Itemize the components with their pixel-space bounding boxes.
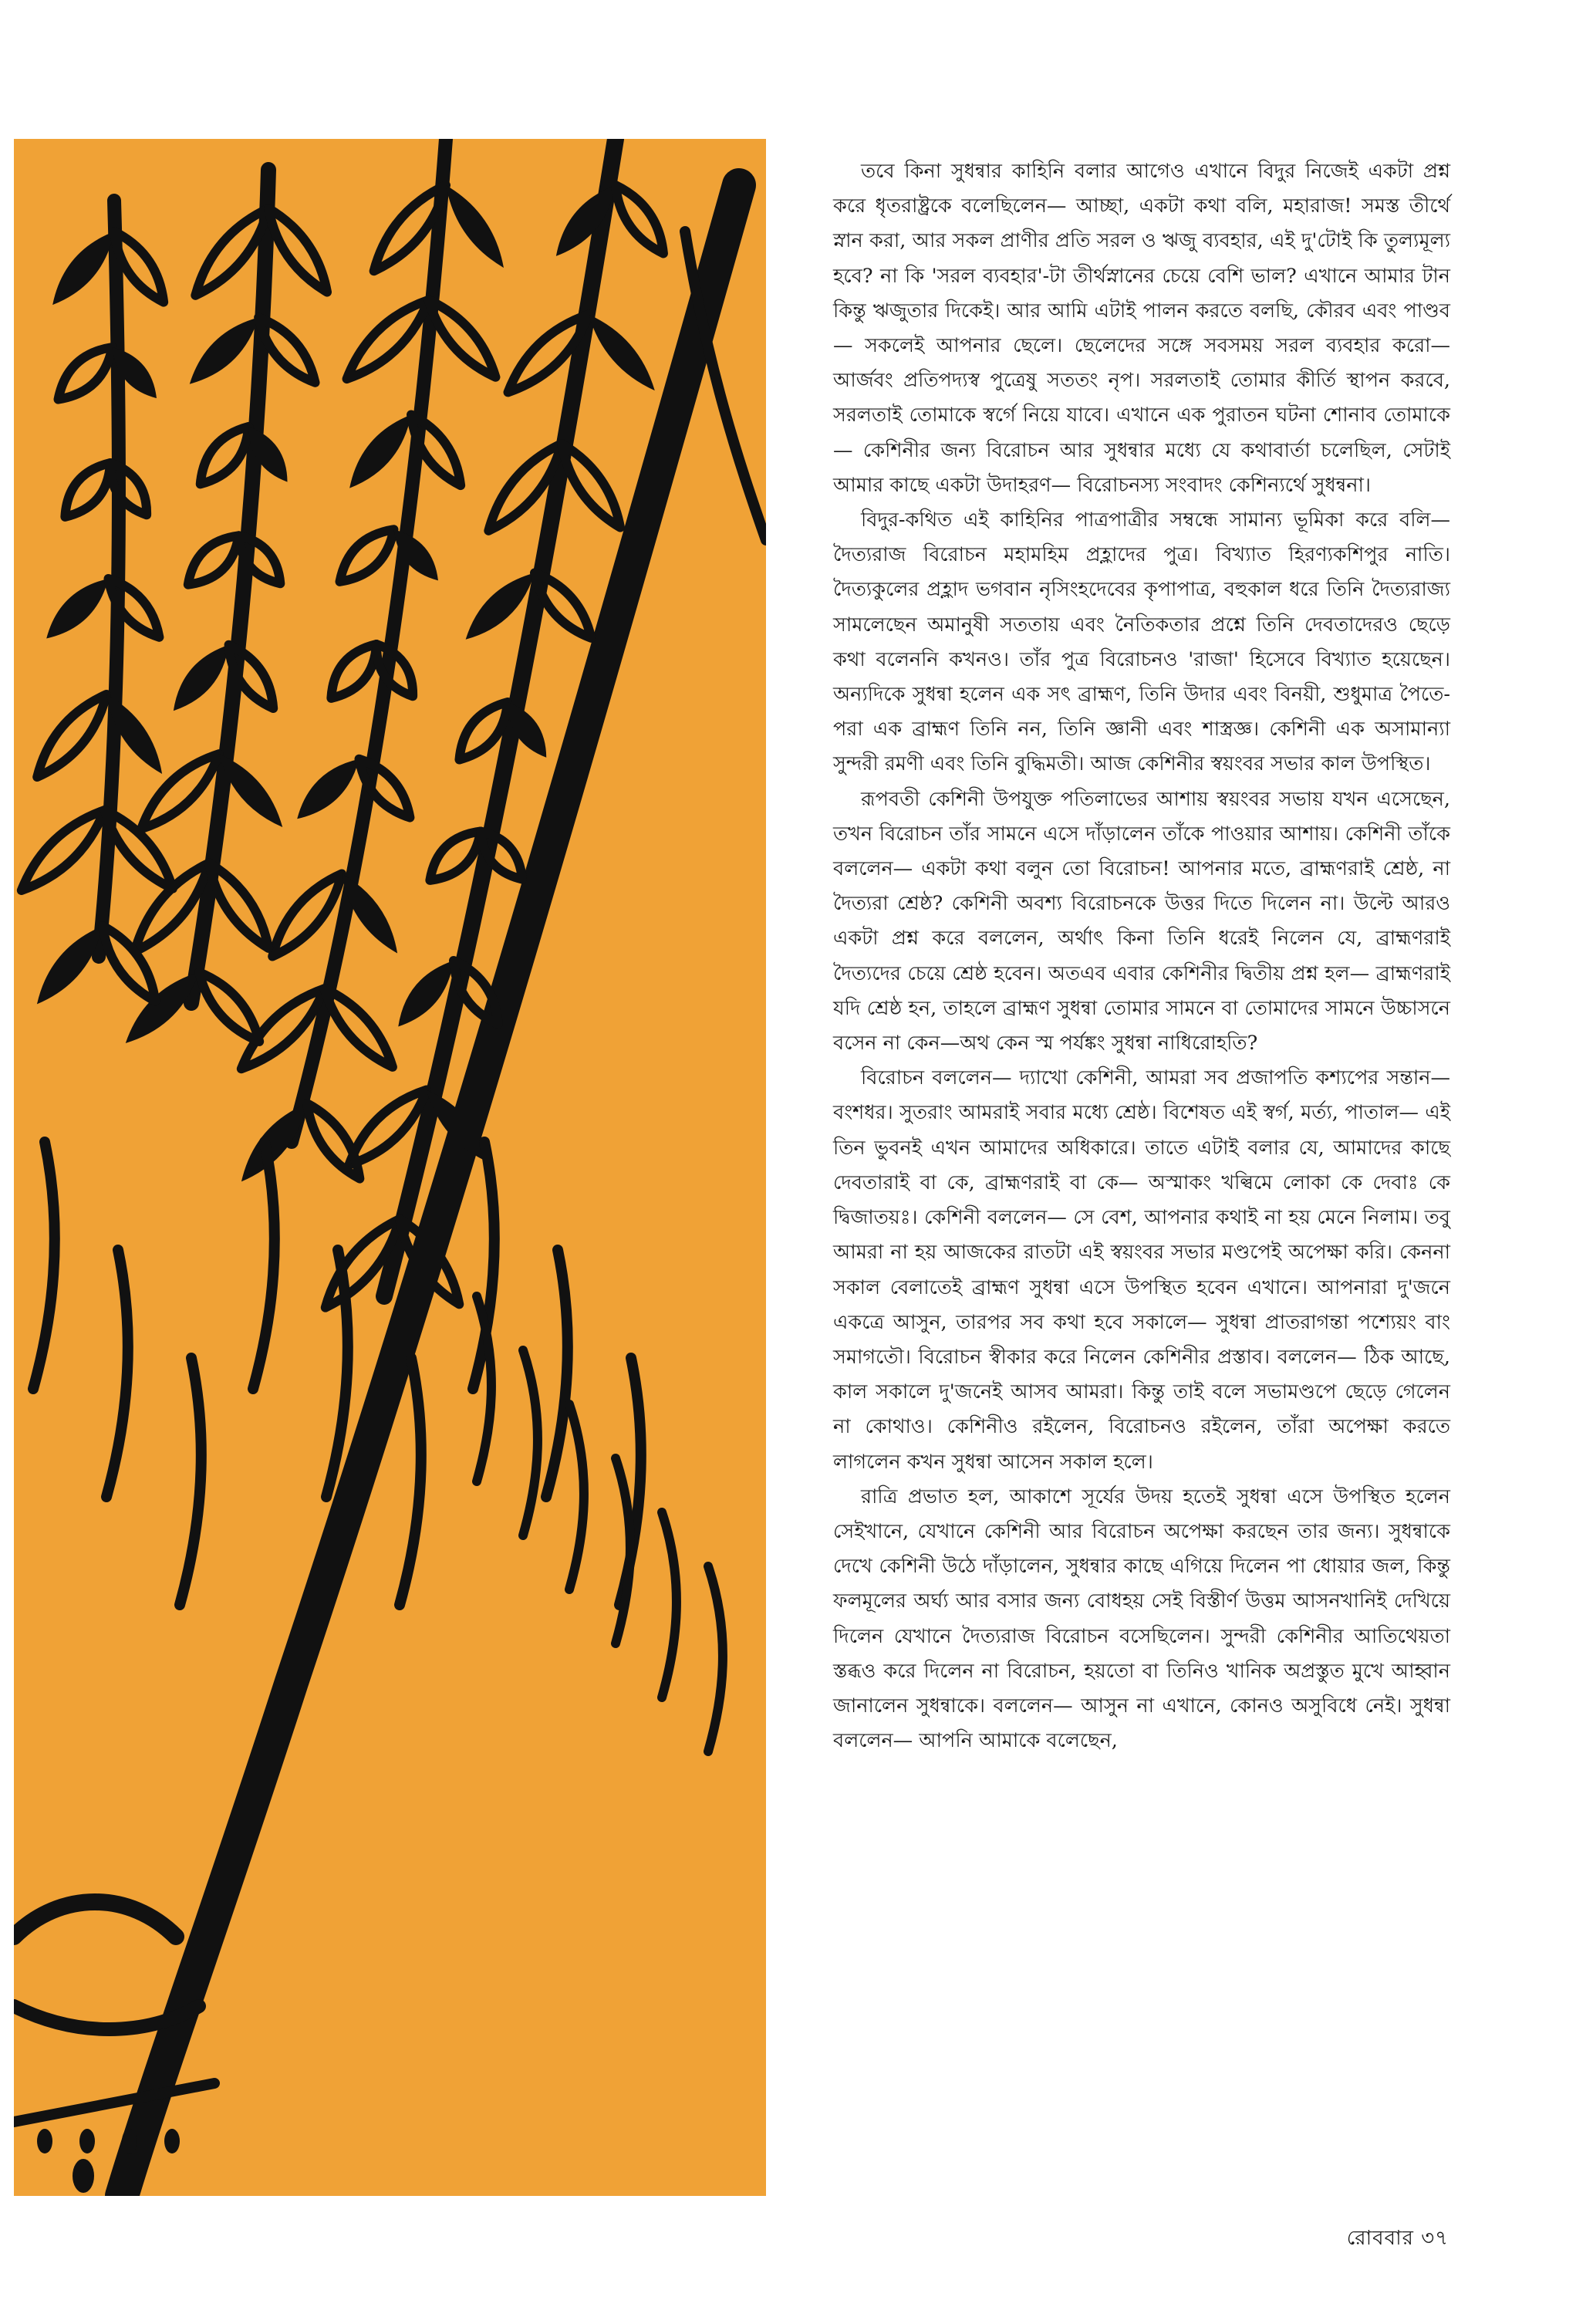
leaf-shape bbox=[37, 926, 103, 1004]
tendril-stroke bbox=[253, 1142, 275, 1389]
tendril-stroke bbox=[616, 1458, 630, 1643]
leaf-outline bbox=[268, 208, 327, 292]
leaf-outline bbox=[188, 535, 239, 584]
dot-motif bbox=[73, 2159, 94, 2193]
tendril-stroke bbox=[400, 1358, 421, 1605]
tendril-stroke bbox=[523, 1350, 538, 1535]
leaf-outline bbox=[347, 300, 429, 379]
dot-motif bbox=[37, 2129, 52, 2153]
tendril-stroke bbox=[546, 1250, 568, 1497]
trunk-stroke bbox=[122, 185, 739, 2196]
leaf-shape bbox=[446, 185, 504, 268]
leaf-outline bbox=[65, 463, 110, 517]
tendril-stroke bbox=[477, 1296, 491, 1481]
leaf-shape bbox=[297, 759, 359, 819]
leaf-outline bbox=[429, 300, 496, 377]
leaf-shape bbox=[46, 579, 108, 639]
paragraph: তবে কিনা সুধন্বার কাহিনি বলার আগেও এখানে বিদুর নিজেই একটা প্রশ্ন করে ধৃতরাষ্ট্রকে বলেছিলেন— আচ্ছা, একটা কথা বলি, মহারাজ! সমস্ত তীর্থে স্নান করা, আর সকল প্রাণীর প্রতি সরল ও ঋজু ব্যবহার, এই দু'টোই কি তুল্যমূল্য হবে? না কি 'সরল ব্যবহার'-টা তীর্থস্নানের চেয়ে বেশি ভাল? এখানে আমার টান কিন্তু ঋজুতার দিকেই। আর আমি এটাই পালন করতে বলছি, কৌরব এবং পাণ্ডব— সকলেই আপনার ছেলে। ছেলেদের সঙ্গে সবসময় সরল ব্যবহার করো— আর্জবং প্রতিপদ্যস্ব পুত্রেষু সততং নৃপ। সরলতাই তোমার কীর্তি স্থাপন করবে, সরলতাই তোমাকে স্বর্গে নিয়ে যাবে। এখানে এক পুরাতন ঘটনা শোনাব তোমাকে— কেশিনীর জন্য বিরোচন আর সুধন্বার মধ্যে যে কথাবার্তা চলেছিল, সেটাই আমার কাছে একটা উদাহরণ— বিরোচনস্য সংবাদং কেশিন্যর্থে সুধন্বনা। bbox=[833, 160, 1450, 497]
dot-motif bbox=[122, 2129, 137, 2153]
leaf-shape bbox=[174, 645, 229, 711]
paragraph: বিদুর-কথিত এই কাহিনির পাত্রপাত্রীর সম্বন্ধে সামান্য ভূমিকা করে বলি— দৈত্যরাজ বিরোচন মহামহিম প্রহ্লাদের পুত্র। বিখ্যাত হিরণ্যকশিপুর নাতি। দৈত্যকুলের প্রহ্লাদ ভগবান নৃসিংহদেবের কৃপাপাত্র, বহুকাল ধরে তিনি দৈত্যরাজ্য সামলেছেন অমানুষী সততায় এবং নৈতিকতার প্রশ্নে তিনি দেবতাদেরও ছেড়ে কথা বলেননি কখনও। তাঁর পুত্র বিরোচনও 'রাজা' হিসেবে বিখ্যাত হয়েছেন। অন্যদিকে সুধন্বা হলেন এক সৎ ব্রাহ্মণ, তিনি উদার এবং বিনয়ী, শুধুমাত্র পৈতে-পরা এক ব্রাহ্মণ তিনি নন, তিনি জ্ঞানী এবং শাস্ত্রজ্ঞ। কেশিনী এক অসামান্যা সুন্দরী রমণী এবং তিনি বুদ্ধিমতী। আজ কেশিনীর স্বয়ংবর সভার কাল উপস্থিত। bbox=[833, 508, 1450, 776]
arch-stroke bbox=[14, 1902, 176, 1937]
leaf-outline bbox=[430, 832, 481, 880]
leaf-shape bbox=[190, 317, 258, 383]
paragraph: রাত্রি প্রভাত হল, আকাশে সূর্যের উদয় হতেই সুধন্বা এসে উপস্থিত হলেন সেইখানে, যেখানে কেশিনী আর বিরোচন অপেক্ষা করছেন তার জন্য। সুধন্বাকে দেখে কেশিনী উঠে দাঁড়ালেন, সুধন্বার কাছে এগিয়ে দিলেন পা ধোয়ার জল, কিন্তু ফলমূলের অর্ঘ্য আর বসার জন্য বোধহয় সেই বিস্তীর্ণ উত্তম আসনখানিই দেখিয়ে দিলেন যেখানে দৈত্যরাজ বিরোচন বসেছিলেন। সুন্দরী কেশিনীর আতিথেয়তা স্তব্ধও করে দিলেন না বিরোচন, হয়তো বা তিনিও খানিক অপ্রস্তুত মুখে আহ্বান জানালেন সুধন্বাকে। বললেন— আসুন না এখানে, কোনও অসুবিধে নেই। সুধন্বা বললেন— আপনি আমাকে বলেছেন, bbox=[833, 1485, 1450, 1753]
leaf-outline bbox=[616, 185, 663, 253]
leaf-shape bbox=[52, 231, 114, 305]
tendril-stroke bbox=[106, 1250, 128, 1497]
tendril-stroke bbox=[180, 1358, 201, 1605]
leaf-outline bbox=[201, 427, 249, 485]
leaf-outline bbox=[199, 972, 259, 1042]
tendril-stroke bbox=[708, 1566, 723, 1751]
tendril-stroke bbox=[33, 1142, 55, 1389]
leaf-outline bbox=[59, 347, 113, 400]
paragraph: বিরোচন বললেন— দ্যাখো কেশিনী, আমরা সব প্রজাপতি কশ্যপের সন্তান— বংশধর। সুতরাং আমরাই সবার মধ্যে শ্রেষ্ঠ। বিশেষত এই স্বর্গ, মর্ত্য, পাতাল— এই তিন ভুবনই এখন আমাদের অধিকারে। তাতে এটাই বলার যে, আমাদের কাছে দেবতারাই বা কে, ব্রাহ্মণরাই বা কে— অস্মাকং খল্বিমে লোকা কে দেবাঃ কে দ্বিজাতয়ঃ। কেশিনী বললেন— সে বেশ, আপনার কথাই না হয় মেনে নিলাম। তবু আমরা না হয় আজকের রাতটা এই স্বয়ংবর সভার মণ্ডপেই অপেক্ষা করি। কেননা সকাল বেলাতেই ব্রাহ্মণ সুধন্বা এসে উপস্থিত হবেন এখানে। আপনারা দু'জনে একত্রে আসুন, তারপর সব কথা হবে সকালে— সুধন্বা প্রাতরাগন্তা পশ্যেয়ং বাং সমাগতৌ। বিরোচন স্বীকার করে নিলেন কেশিনীর প্রস্তাব। বললেন— ঠিক আছে, কাল সকালে দু'জনেই আসব আমরা। কিন্তু তাই বলে সভামণ্ডপে ছেড়ে গেলেন না কোথাও। কেশিনীও রইলেন, বিরোচনও রইলেন, তাঁরা অপেক্ষা করতে লাগলেন কখন সুধন্বা আসেন সকাল হলে। bbox=[833, 1066, 1450, 1474]
leaf-outline bbox=[22, 810, 105, 890]
leaf-outline bbox=[325, 988, 393, 1067]
leaf-outline bbox=[37, 694, 106, 777]
tendril-stroke bbox=[569, 1404, 584, 1589]
leaf-outline bbox=[331, 644, 376, 698]
leaf-outline bbox=[340, 529, 394, 582]
article-body bbox=[833, 154, 1450, 1758]
tendril-stroke bbox=[662, 1512, 677, 1697]
leaf-outline bbox=[103, 926, 155, 1002]
brush-leaf-artwork bbox=[14, 139, 766, 2196]
page-folio: রোববার ৩৭ bbox=[1346, 2227, 1449, 2250]
paragraph: রূপবতী কেশিনী উপযুক্ত পতিলাভের আশায় স্বয়ংবর সভায় যখন এসেছেন, তখন বিরোচন তাঁর সামনে এসে দাঁড়ালেন তাঁকে পাওয়ার আশায়। কেশিনী তাঁকে বললেন— একটা কথা বলুন তো বিরোচন! আপনার মতে, ব্রাহ্মণরাই শ্রেষ্ঠ, না দৈত্যরা শ্রেষ্ঠ? কেশিনী অবশ্য বিরোচনকে উত্তর দিতে দিলেন না। উল্টে আরও একটা প্রশ্ন করে বললেন, অর্থাৎ কিনা তিনি ধরেই নিলেন যে, ব্রাহ্মণরাই দৈত্যদের চেয়ে শ্রেষ্ঠ হবেন। অতএব এবার কেশিনীর দ্বিতীয় প্রশ্ন হল— ব্রাহ্মণরাই যদি শ্রেষ্ঠ হন, তাহলে ব্রাহ্মণ সুধন্বা তোমার সামনে বা তোমাদের সামনে উচ্চাসনে বসেন না কেন—অথ কেন স্ম পর্যঙ্কং সুধন্বা নাধিরোহতি? bbox=[833, 787, 1450, 1056]
leaf-branch-illustration bbox=[14, 139, 766, 2196]
leaf-shape bbox=[589, 315, 655, 391]
dot-motif bbox=[164, 2129, 180, 2153]
leaf-shape bbox=[349, 415, 411, 488]
dot-motif bbox=[79, 2129, 95, 2153]
band-stroke bbox=[14, 2083, 214, 2122]
leaf-outline bbox=[272, 874, 342, 957]
